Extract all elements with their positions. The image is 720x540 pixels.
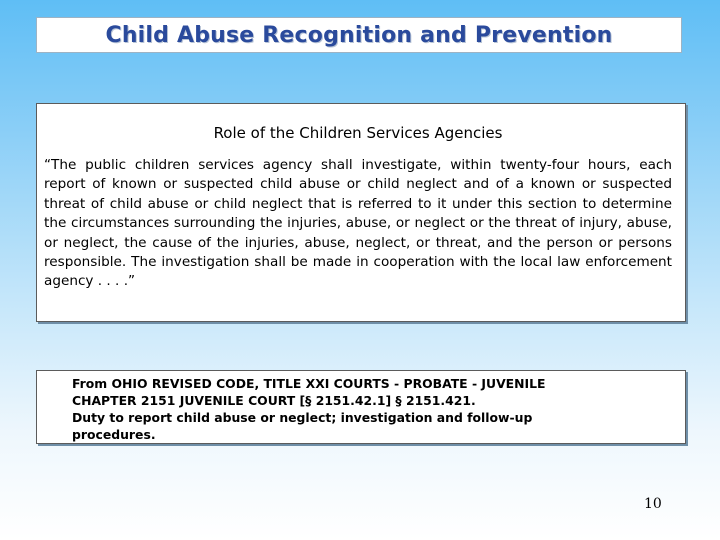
source-line-2: CHAPTER 2151 JUVENILE COURT [§ 2151.42.1] § 2151.421. (72, 393, 476, 408)
quote-heading: Role of the Children Services Agencies (213, 124, 503, 142)
source-line-1: From OHIO REVISED CODE, TITLE XXI COURTS - PROBATE - JUVENILE (72, 376, 546, 391)
source-box (36, 370, 686, 444)
source-line-3: Duty to report child abuse or neglect; investigation and follow-up (72, 410, 533, 425)
page-number: 10 (644, 496, 662, 512)
quote-box (36, 103, 686, 322)
title-box (36, 17, 682, 53)
source-line-4: procedures. (72, 427, 156, 442)
slide-title: Child Abuse Recognition and Prevention (105, 22, 613, 48)
quote-text: “The public children services agency shall investigate, within twenty-four hours, each report of known or suspected child abuse or child neglect and of a known or suspected threat of child abuse or child neglect that is referred to it under this section to determine the circumstances surrounding the injuries, abuse, or neglect or the threat of injury, abuse, or neglect, the cause of the injuries, abuse, neglect, or threat, and the person or persons responsible. The investigation shall be made in cooperation with the local law enforcement agency . . . .” (44, 157, 672, 290)
